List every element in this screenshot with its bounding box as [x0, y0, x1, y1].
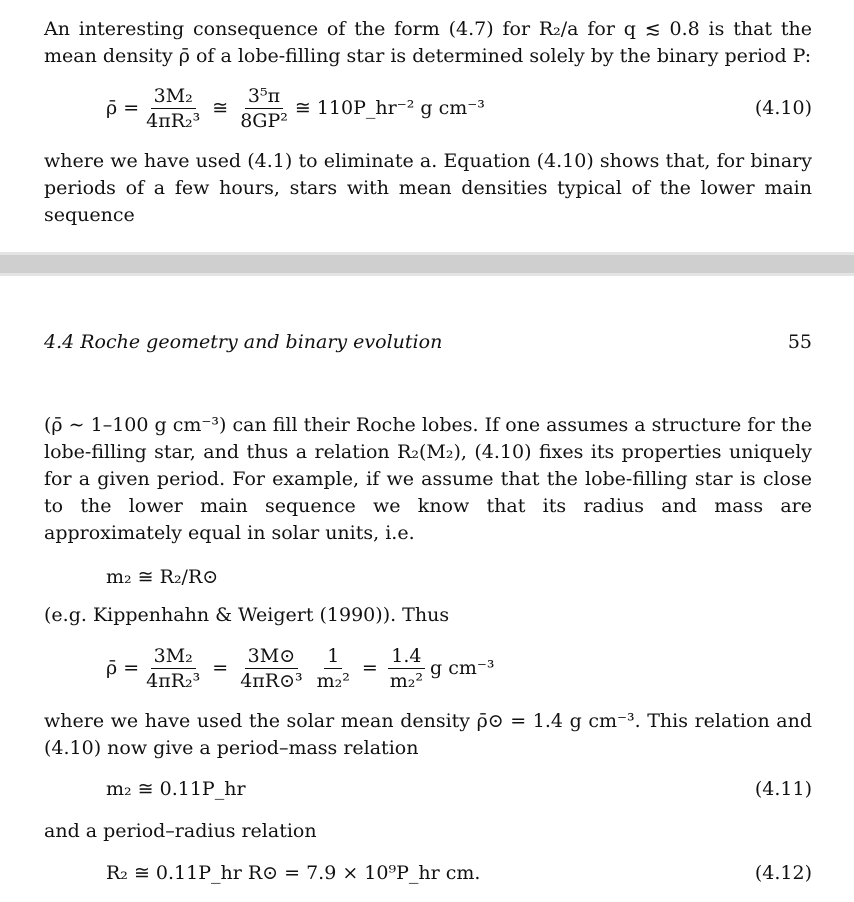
paragraph-mean-density: An interesting consequence of the form (4.7) for R₂/a for q ≲ 0.8 is that the mean density ρ̄ of a lobe-filling star is determined solely by the binary period P: [44, 18, 812, 67]
fraction-1: $\frac{\text{3M₂}}{\text{4πR₂³}}$ [146, 644, 201, 692]
equation-4-11: m₂ ≅ 0.11P_hr [106, 778, 246, 800]
fraction-2: $\frac{\text{3⁵π}}{\text{8GP²}}$ [240, 84, 288, 132]
equation-number-4-12: (4.12) [754, 862, 812, 884]
equation-number-4-11: (4.11) [754, 778, 812, 800]
running-head: 4.4 Roche geometry and binary evolution [44, 331, 443, 353]
paragraph-kippenhahn: (e.g. Kippenhahn & Weigert (1990)). Thus [44, 604, 450, 626]
paragraph-period-radius: and a period–radius relation [44, 820, 317, 842]
paragraph-periods: where we have used (4.1) to eliminate a. Equation (4.10) shows that, for binary periods of a few hours, stars with mean densities typical of the lower main sequence [44, 150, 812, 226]
paragraph-roche-lobes: (ρ̄ ∼ 1–100 g cm⁻³) can fill their Roche lobes. If one assumes a structure for the lobe-filling star, and thus a relation R₂(M₂), (4.10) fixes its properties uniquely for a given period. For example, if we assume that the lobe-filling star is close to the lower main sequence we know that its radius and mass are approximately equal in solar units, i.e. [44, 414, 812, 544]
page-bottom [0, 276, 854, 902]
page-number: 55 [787, 331, 812, 353]
fraction-4: $\frac{1.4}{\text{m₂²}}$ [389, 644, 424, 692]
equation-rho: ρ̄ = $\frac{\text{3M₂}}{\text{4πR₂³}}$ = $\frac{3M⊙}{\text{4πR⊙³}}$ $\frac{1}{\text{m₂²}}$ = $\frac{1.4}{\text{m₂²}}$ g cm⁻³ [106, 644, 495, 692]
eq-lhs: ρ̄ = [106, 97, 140, 119]
equation-4-10: ρ̄ = $\frac{\text{3M₂}}{\text{4πR₂³}}$ ≅ $\frac{\text{3⁵π}}{\text{8GP²}}$ ≅ 110P_hr⁻² g cm⁻³ (4.10) [0, 78, 854, 138]
fraction-3: $\frac{1}{\text{m₂²}}$ [316, 644, 350, 692]
paragraph-solar-density: where we have used the solar mean density ρ̄⊙ = 1.4 g cm⁻³. This relation and (4.10) now give a period–mass relation [44, 710, 812, 759]
equation-m2-r2: m₂ ≅ R₂/R⊙ [106, 566, 219, 588]
page-top [0, 0, 854, 252]
equation-4-12: R₂ ≅ 0.11P_hr R⊙ = 7.9 × 10⁹P_hr cm. [106, 862, 481, 884]
eq-rhs: ≅ 110P_hr⁻² g cm⁻³ [294, 97, 485, 119]
equation-number: (4.10) [754, 97, 812, 119]
fraction-1: $\frac{\text{3M₂}}{\text{4πR₂³}}$ [146, 84, 201, 132]
fraction-2: $\frac{3M⊙}{\text{4πR⊙³}}$ [240, 644, 303, 692]
page-separator [0, 252, 854, 276]
